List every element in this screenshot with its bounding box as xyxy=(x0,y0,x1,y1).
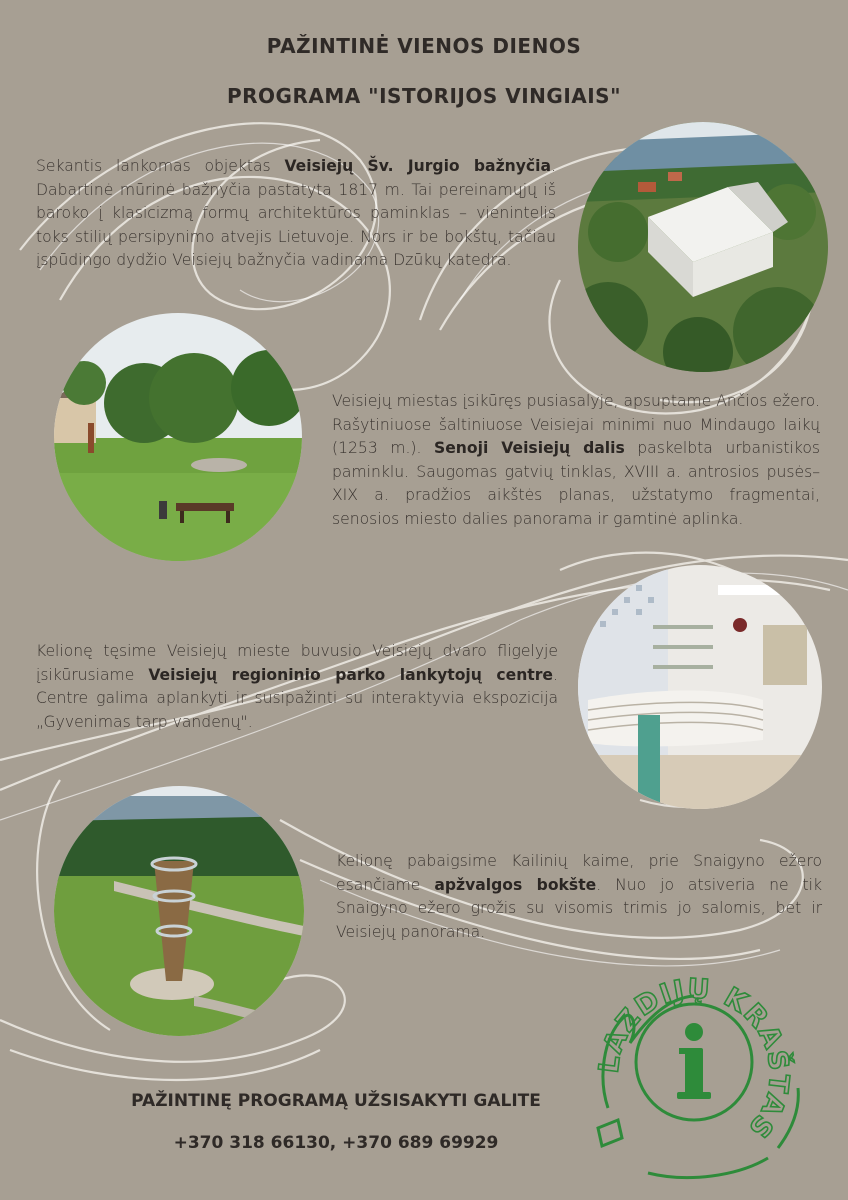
text-run: Veisiejų miestas įsikūręs pusiasalyje, apsuptame Ančios ežero. Rašytiniuose šaltiniuose Veisiejai minimi nuo Mindaugo laikų (1253 m.). xyxy=(332,392,820,457)
observation-tower-photo xyxy=(54,786,304,1036)
church-name: Veisiejų Šv. Jurgio bažnyčia xyxy=(284,157,552,175)
church-description xyxy=(36,155,556,273)
old-town-description xyxy=(332,390,820,531)
text-run: Sekantis lankomas objektas xyxy=(36,157,285,175)
text-run: Kelionę pabaigsime Kailinių kaime, prie Snaigyno ežero esančiame xyxy=(336,852,822,894)
text-run: paskelbta urbanistikos paminklu. Saugomas gatvių tinklas, XVIII a. antrosios pusės–XIX a. pradžios aikštės planas, užstatymo fragmentai, senosios miesto dalies panorama ir gamtinė aplinka. xyxy=(332,439,820,528)
visitor-centre-description xyxy=(36,640,558,734)
observation-tower-name: apžvalgos bokšte xyxy=(434,875,597,894)
lazdiju-krastas-logo xyxy=(578,958,810,1190)
church-photo xyxy=(578,122,828,372)
text-run: . Dabartinė mūrinė bažnyčia pastatyta 1817 m. Tai pereinamųjų iš baroko į klasicizmą formų architektūros paminklas – vienintelis toks stilių persipynimo atvejis Lietuvoje. Nors ir be bokštų, tačiau įspūdingo dydžio Veisiejų bažnyčia vadinama Dzūkų katedra. xyxy=(36,157,556,269)
text-run: . Nuo jo atsiveria ne tik Snaigyno ežero grožis su visomis trimis jo salomis, bet ir Veisiejų panorama. xyxy=(336,875,822,941)
text-run: Kelionę tęsime Veisiejų mieste buvusio Veisiejų dvaro fligelyje įsikūrusiame xyxy=(36,642,558,684)
title-line-1: PAŽINTINĖ VIENOS DIENOS xyxy=(266,34,582,58)
phone-numbers: +370 318 66130, +370 689 69929 xyxy=(173,1133,499,1153)
text-run: . Centre galima aplankyti ir susipažinti su interaktyvia ekspozicija „Gyvenimas tarp vandenų". xyxy=(36,665,558,731)
old-town-name: Senoji Veisiejų dalis xyxy=(434,439,625,457)
observation-tower-description xyxy=(336,850,822,944)
info-icon xyxy=(677,1023,711,1099)
logo-text: LAZDIJŲ KRAŠTAS xyxy=(593,973,795,1145)
booking-heading: PAŽINTINĘ PROGRAMĄ UŽSISAKYTI GALITE xyxy=(131,1091,541,1111)
title-line-2: PROGRAMA "ISTORIJOS VINGIAIS" xyxy=(226,84,622,108)
visitor-centre-photo xyxy=(578,565,822,809)
visitor-centre-name: Veisiejų regioninio parko lankytojų centre xyxy=(148,665,554,684)
old-town-park-photo xyxy=(54,313,302,561)
